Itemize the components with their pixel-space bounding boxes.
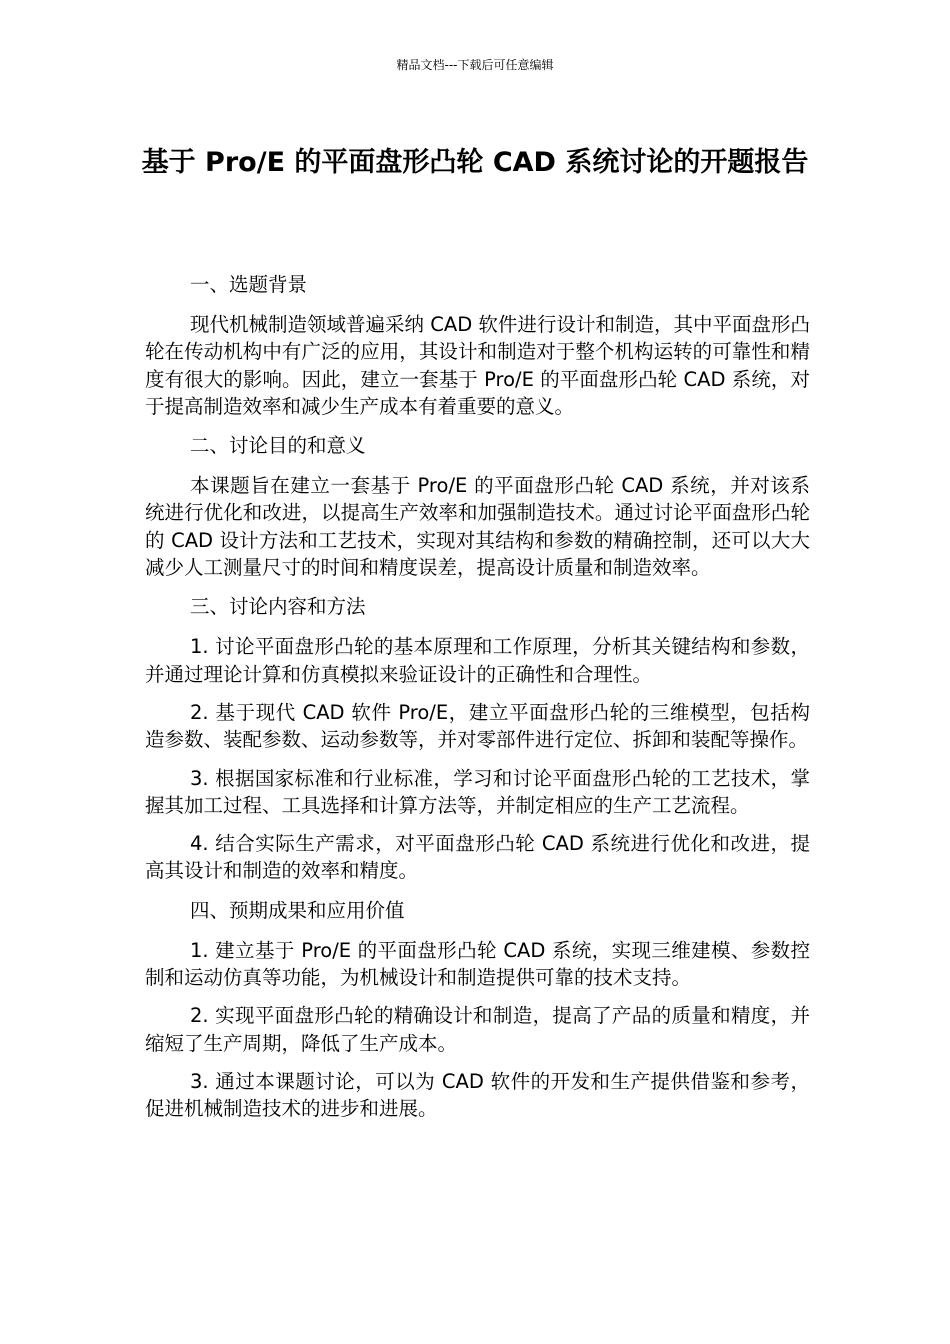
paragraph: 1. 讨论平面盘形凸轮的基本原理和工作原理，分析其关键结构和参数，并通过理论计算和仿真模拟来验证设计的正确性和合理性。 xyxy=(145,635,810,686)
section-heading: 二、讨论目的和意义 xyxy=(190,434,366,458)
section-heading: 三、讨论内容和方法 xyxy=(190,595,366,619)
document-title: 基于 Pro/E 的平面盘形凸轮 CAD 系统讨论的开题报告 xyxy=(141,147,809,178)
paragraph: 本课题旨在建立一套基于 Pro/E 的平面盘形凸轮 CAD 系统，并对该系统进行优化和改进，以提高生产效率和加强制造技术。通过讨论平面盘形凸轮的 CAD 设计方法和工艺技术，实现对其结构和参数的精确控制，还可以大大减少人工测量尺寸的时间和精度误差，提高设计质量和制造效率。 xyxy=(145,474,810,580)
paragraph: 4. 结合实际生产需求，对平面盘形凸轮 CAD 系统进行优化和改进，提高其设计和制造的效率和精度。 xyxy=(145,832,810,883)
section-expected-results xyxy=(145,896,810,1123)
paragraph: 3. 通过本课题讨论，可以为 CAD 软件的开发和生产提供借鉴和参考，促进机械制造技术的进步和进展。 xyxy=(145,1069,810,1121)
paragraph: 1. 建立基于 Pro/E 的平面盘形凸轮 CAD 系统，实现三维建模、参数控制和运动仿真等功能，为机械设计和制造提供可靠的技术支持。 xyxy=(145,938,810,990)
paragraph: 现代机械制造领域普遍采纳 CAD 软件进行设计和制造，其中平面盘形凸轮在传动机构中有广泛的应用，其设计和制造对于整个机构运转的可靠性和精度有很大的影响。因此，建立一套基于 Pro/E 的平面盘形凸轮 CAD 系统，对于提高制造效率和减少生产成本有着重要的意义。 xyxy=(145,313,810,418)
section-heading: 四、预期成果和应用价值 xyxy=(190,898,405,922)
document-body xyxy=(145,270,810,1134)
paragraph: 2. 实现平面盘形凸轮的精确设计和制造，提高了产品的质量和精度，并缩短了生产周期，降低了生产成本。 xyxy=(145,1004,810,1055)
section-purpose xyxy=(145,431,810,581)
page-header: 精品文档---下载后可任意编辑 xyxy=(396,58,554,72)
section-content-methods xyxy=(145,592,810,884)
paragraph: 3. 根据国家标准和行业标准，学习和讨论平面盘形凸轮的工艺技术，掌握其加工过程、工具选择和计算方法等，并制定相应的生产工艺流程。 xyxy=(145,766,810,817)
section-background xyxy=(145,270,810,420)
section-heading: 一、选题背景 xyxy=(190,273,308,296)
paragraph: 2. 基于现代 CAD 软件 Pro/E，建立平面盘形凸轮的三维模型，包括构造参数、装配参数、运动参数等，并对零部件进行定位、拆卸和装配等操作。 xyxy=(145,700,810,752)
